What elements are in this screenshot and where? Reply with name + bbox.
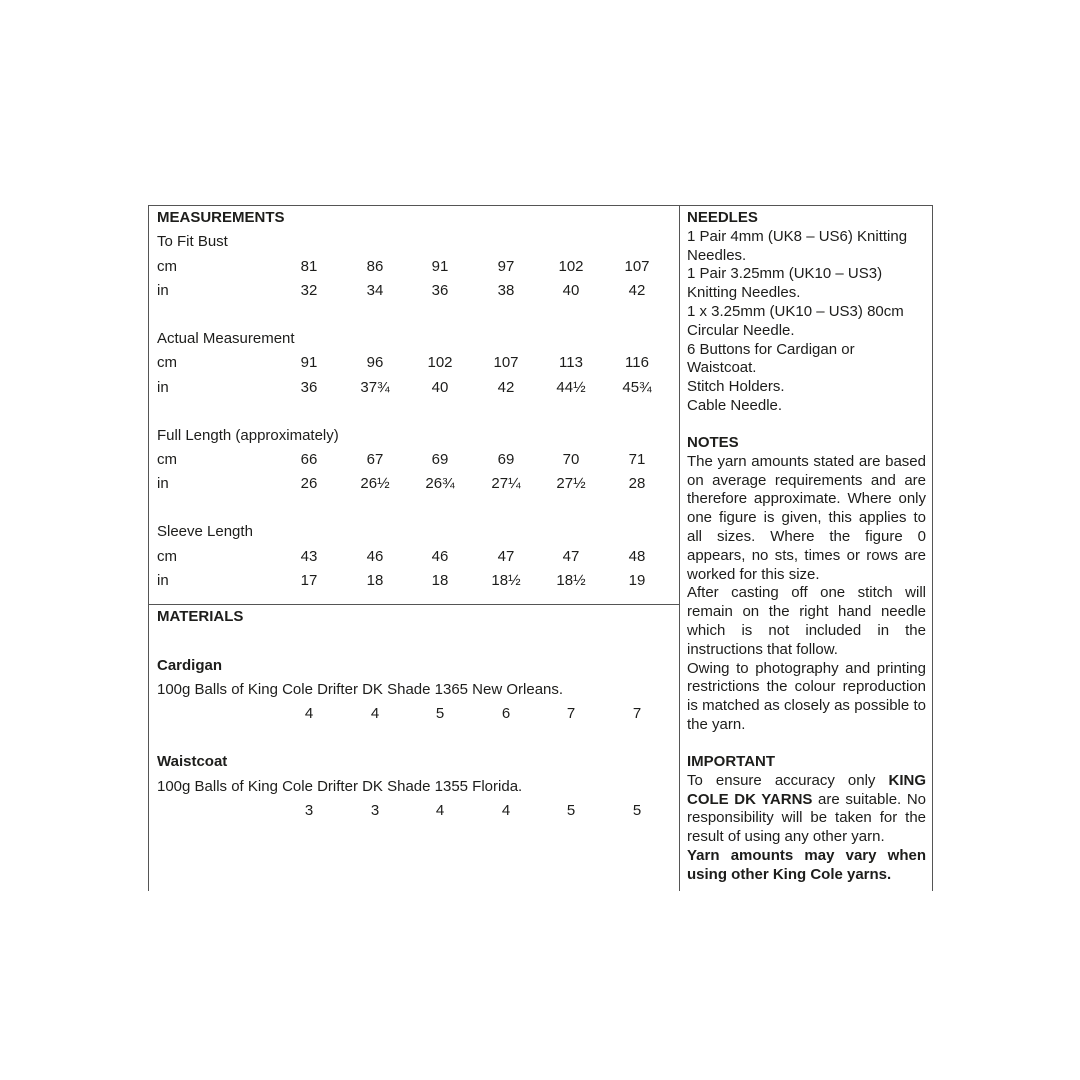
needles-line: Stitch Holders. bbox=[687, 378, 785, 396]
unit-label: cm bbox=[157, 451, 177, 468]
table-cell: 81 bbox=[300, 258, 318, 275]
table-cell: 116 bbox=[625, 354, 649, 371]
table-cell: 91 bbox=[431, 258, 449, 275]
table-cell: 70 bbox=[562, 451, 580, 468]
table-cell: 6 bbox=[501, 705, 511, 722]
important-warning: Yarn amounts may vary when using other King Cole yarns. bbox=[687, 846, 926, 883]
important-paragraph bbox=[687, 772, 926, 847]
table-cell: 26 bbox=[300, 475, 318, 492]
table-cell: 19 bbox=[628, 572, 646, 589]
needles-line: Circular Needle. bbox=[687, 321, 795, 339]
table-cell: 4 bbox=[304, 705, 314, 722]
table-cell: 4 bbox=[370, 705, 380, 722]
notes-heading: NOTES bbox=[687, 434, 739, 451]
important-section bbox=[687, 753, 926, 885]
notes-section bbox=[687, 434, 926, 735]
table-cell: 46 bbox=[431, 548, 449, 565]
measurements-heading: MEASUREMENTS bbox=[157, 209, 285, 226]
table-cell: 44½ bbox=[556, 379, 586, 396]
materials-heading: MATERIALS bbox=[157, 608, 244, 625]
important-text-after: are suitable. No responsibility will be taken for the result of using any other yarn. bbox=[687, 790, 926, 846]
table-cell: 3 bbox=[304, 802, 314, 819]
table-cell: 26¾ bbox=[425, 475, 455, 492]
unit-label: cm bbox=[157, 258, 177, 275]
important-heading: IMPORTANT bbox=[687, 753, 776, 770]
table-cell: 27¼ bbox=[491, 475, 521, 492]
needles-heading: NEEDLES bbox=[687, 209, 758, 226]
table-cell: 47 bbox=[562, 548, 580, 565]
table-cell: 38 bbox=[497, 282, 515, 299]
table-cell: 96 bbox=[366, 354, 384, 371]
table-cell: 27½ bbox=[556, 475, 586, 492]
table-cell: 91 bbox=[300, 354, 318, 371]
table-cell: 34 bbox=[366, 282, 384, 299]
notes-paragraph: The yarn amounts stated are based on average requirements and are therefore approximate. Where only one figure is given, this applies to all sizes. Where the figure 0 appears, no sts, times or rows are worked for this size. bbox=[687, 452, 926, 583]
needles-line: 6 Buttons for Cardigan or bbox=[687, 340, 855, 358]
needles-line: 1 x 3.25mm (UK10 – US3) 80cm bbox=[687, 302, 904, 320]
brand-name: KING COLE DK YARNS bbox=[687, 771, 926, 808]
unit-label: in bbox=[157, 475, 169, 492]
table-cell: 40 bbox=[562, 282, 580, 299]
table-cell: 32 bbox=[300, 282, 318, 299]
notes-paragraph: After casting off one stitch will remain on the right hand needle which is not included in the instructions that follow. bbox=[687, 584, 926, 658]
material-title-waistcoat: Waistcoat bbox=[157, 753, 228, 770]
needles-line: Needles. bbox=[687, 246, 747, 264]
needles-line: Waistcoat. bbox=[687, 359, 757, 377]
needles-line: Knitting Needles. bbox=[687, 284, 801, 302]
table-cell: 4 bbox=[435, 802, 445, 819]
table-cell: 47 bbox=[497, 548, 515, 565]
table-cell: 43 bbox=[300, 548, 318, 565]
table-cell: 4 bbox=[501, 802, 511, 819]
unit-label: in bbox=[157, 572, 169, 589]
unit-label: in bbox=[157, 379, 169, 396]
unit-label: cm bbox=[157, 354, 177, 371]
table-cell: 17 bbox=[300, 572, 318, 589]
table-cell: 42 bbox=[497, 379, 515, 396]
table-cell: 18½ bbox=[491, 572, 521, 589]
group-title-actual-measurement: Actual Measurement bbox=[157, 330, 295, 347]
table-cell: 40 bbox=[431, 379, 449, 396]
needles-line: 1 Pair 3.25mm (UK10 – US3) bbox=[687, 265, 883, 283]
table-cell: 46 bbox=[366, 548, 384, 565]
table-cell: 42 bbox=[628, 282, 646, 299]
table-cell: 3 bbox=[370, 802, 380, 819]
table-cell: 7 bbox=[632, 705, 642, 722]
group-title-sleeve-length: Sleeve Length bbox=[157, 523, 253, 540]
table-cell: 18 bbox=[366, 572, 384, 589]
table-cell: 69 bbox=[431, 451, 449, 468]
table-cell: 102 bbox=[427, 354, 453, 371]
table-cell: 48 bbox=[628, 548, 646, 565]
table-cell: 107 bbox=[493, 354, 519, 371]
table-cell: 18 bbox=[431, 572, 449, 589]
table-cell: 36 bbox=[300, 379, 318, 396]
table-cell: 67 bbox=[366, 451, 384, 468]
unit-label: in bbox=[157, 282, 169, 299]
needles-line: Cable Needle. bbox=[687, 396, 783, 414]
table-cell: 86 bbox=[366, 258, 384, 275]
notes-paragraph: Owing to photography and printing restrictions the colour reproduction is matched as closely as possible to the yarn. bbox=[687, 659, 926, 733]
section-divider bbox=[148, 604, 679, 605]
table-cell: 69 bbox=[497, 451, 515, 468]
needles-section bbox=[687, 209, 926, 416]
table-cell: 18½ bbox=[556, 572, 586, 589]
needles-line: 1 Pair 4mm (UK8 – US6) Knitting bbox=[687, 227, 908, 245]
table-cell: 107 bbox=[624, 258, 650, 275]
table-cell: 113 bbox=[559, 354, 583, 371]
group-title-to-fit-bust: To Fit Bust bbox=[157, 233, 228, 250]
material-description: 100g Balls of King Cole Drifter DK Shade 1355 Florida. bbox=[157, 778, 523, 795]
table-cell: 97 bbox=[497, 258, 515, 275]
table-cell: 36 bbox=[431, 282, 449, 299]
table-cell: 5 bbox=[632, 802, 642, 819]
table-cell: 102 bbox=[558, 258, 584, 275]
group-title-full-length: Full Length (approximately) bbox=[157, 427, 339, 444]
table-cell: 5 bbox=[435, 705, 445, 722]
table-cell: 26½ bbox=[360, 475, 390, 492]
important-text-before: To ensure accuracy only bbox=[687, 771, 889, 789]
table-cell: 45¾ bbox=[622, 379, 652, 396]
table-cell: 66 bbox=[300, 451, 318, 468]
table-cell: 71 bbox=[628, 451, 646, 468]
material-description: 100g Balls of King Cole Drifter DK Shade 1365 New Orleans. bbox=[157, 681, 564, 698]
table-cell: 7 bbox=[566, 705, 576, 722]
table-cell: 5 bbox=[566, 802, 576, 819]
table-cell: 28 bbox=[628, 475, 646, 492]
unit-label: cm bbox=[157, 548, 177, 565]
material-title-cardigan: Cardigan bbox=[157, 657, 223, 674]
table-cell: 37¾ bbox=[360, 379, 390, 396]
